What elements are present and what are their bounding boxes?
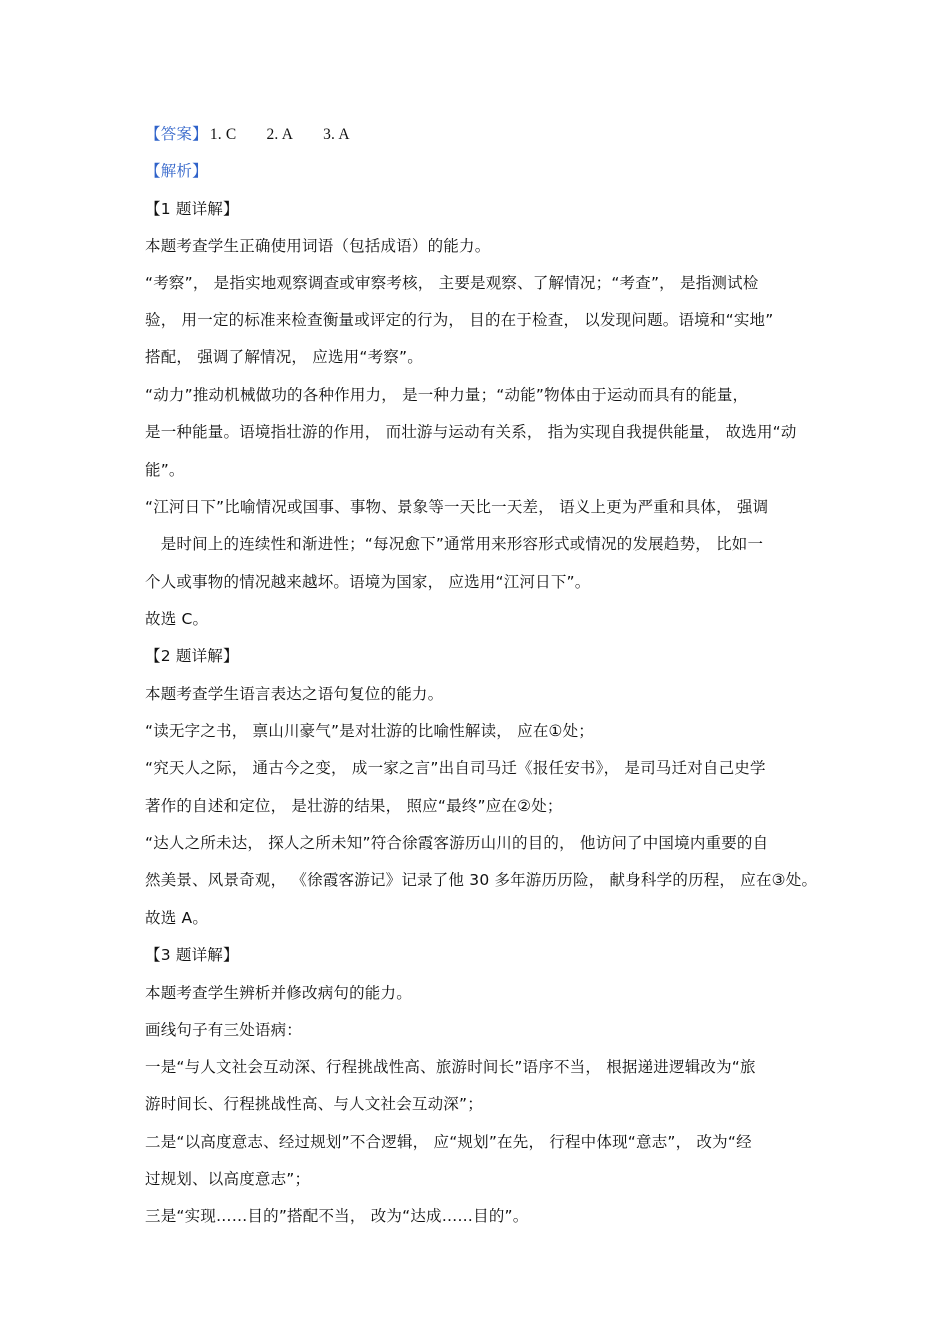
q3-line: 本题考查学生辨析并修改病句的能力。 — [145, 984, 412, 1002]
q1-line: 搭配， 强调了解情况， 应选用“考察”。 — [145, 348, 423, 366]
answer-label: 【答案】 — [145, 125, 208, 143]
q2-line: “读无字之书， 禀山川豪气”是对壮游的比喻性解读， 应在①处； — [145, 722, 595, 740]
answer-line — [145, 124, 380, 145]
q1-line: 故选 C。 — [145, 610, 209, 628]
q2-line: 著作的自述和定位， 是壮游的结果， 照应“最终”应在②处； — [145, 797, 563, 815]
answer-item: 2. A — [266, 126, 294, 143]
q2-line: “究天人之际， 通古今之变， 成一家之言”出自司马迁《报任安书》， 是司马迁对自己史学 — [145, 759, 766, 777]
answer-values — [210, 125, 380, 143]
q3-line: 游时间长、行程挑战性高、与人文社会互动深”； — [145, 1095, 483, 1113]
q3-line: 一是“与人文社会互动深、行程挑战性高、旅游时间长”语序不当， 根据递进逻辑改为“旅 — [145, 1058, 756, 1076]
answer-item: 3. A — [323, 126, 350, 143]
q2-line: “达人之所未达， 探人之所未知”符合徐霞客游历山川的目的， 他访问了中国境内重要的自 — [145, 834, 769, 852]
q3-heading: 【3 题详解】 — [145, 946, 239, 964]
q1-line: 能”。 — [145, 461, 185, 479]
q2-heading: 【2 题详解】 — [145, 647, 239, 665]
q1-line: 验， 用一定的标准来检查衡量或评定的行为， 目的在于检查， 以发现问题。语境和“实地” — [145, 311, 774, 329]
q1-line: 本题考查学生正确使用词语（包括成语）的能力。 — [145, 237, 491, 255]
q2-line: 然美景、风景奇观， 《徐霞客游记》记录了他 30 多年游历历险， 献身科学的历程， 应在③处。 — [145, 871, 818, 889]
q2-line: 本题考查学生语言表达之语句复位的能力。 — [145, 685, 444, 703]
q1-line: 是时间上的连续性和渐进性；“每况愈下”通常用来形容形式或情况的发展趋势， 比如一 — [145, 535, 764, 553]
q3-line: 二是“以高度意志、经过规划”不合逻辑， 应“规划”在先， 行程中体现“意志”， 改为“经 — [145, 1133, 752, 1151]
q1-line: “动力”推动机械做功的各种作用力， 是一种力量；“动能”物体由于运动而具有的能量， — [145, 386, 749, 404]
q1-line: 个人或事物的情况越来越坏。语境为国家， 应选用“江河日下”。 — [145, 573, 591, 591]
q3-line: 三是“实现……目的”搭配不当， 改为“达成……目的”。 — [145, 1207, 529, 1225]
answer-item: 1. C — [209, 126, 237, 143]
q3-line: 画线句子有三处语病： — [145, 1021, 303, 1039]
q2-line: 故选 A。 — [145, 909, 209, 927]
q1-line: “考察”， 是指实地观察调查或审察考核， 主要是观察、了解情况；“考查”， 是指测试检 — [145, 274, 759, 292]
q1-line: 是一种能量。语境指壮游的作用， 而壮游与运动有关系， 指为实现自我提供能量， 故选用“动 — [145, 423, 797, 441]
q1-heading: 【1 题详解】 — [145, 200, 239, 218]
analysis-label: 【解析】 — [145, 162, 208, 180]
q1-line: “江河日下”比喻情况或国事、事物、景象等一天比一天差， 语义上更为严重和具体， 强调 — [145, 498, 769, 516]
q3-line: 过规划、以高度意志”； — [145, 1170, 311, 1188]
